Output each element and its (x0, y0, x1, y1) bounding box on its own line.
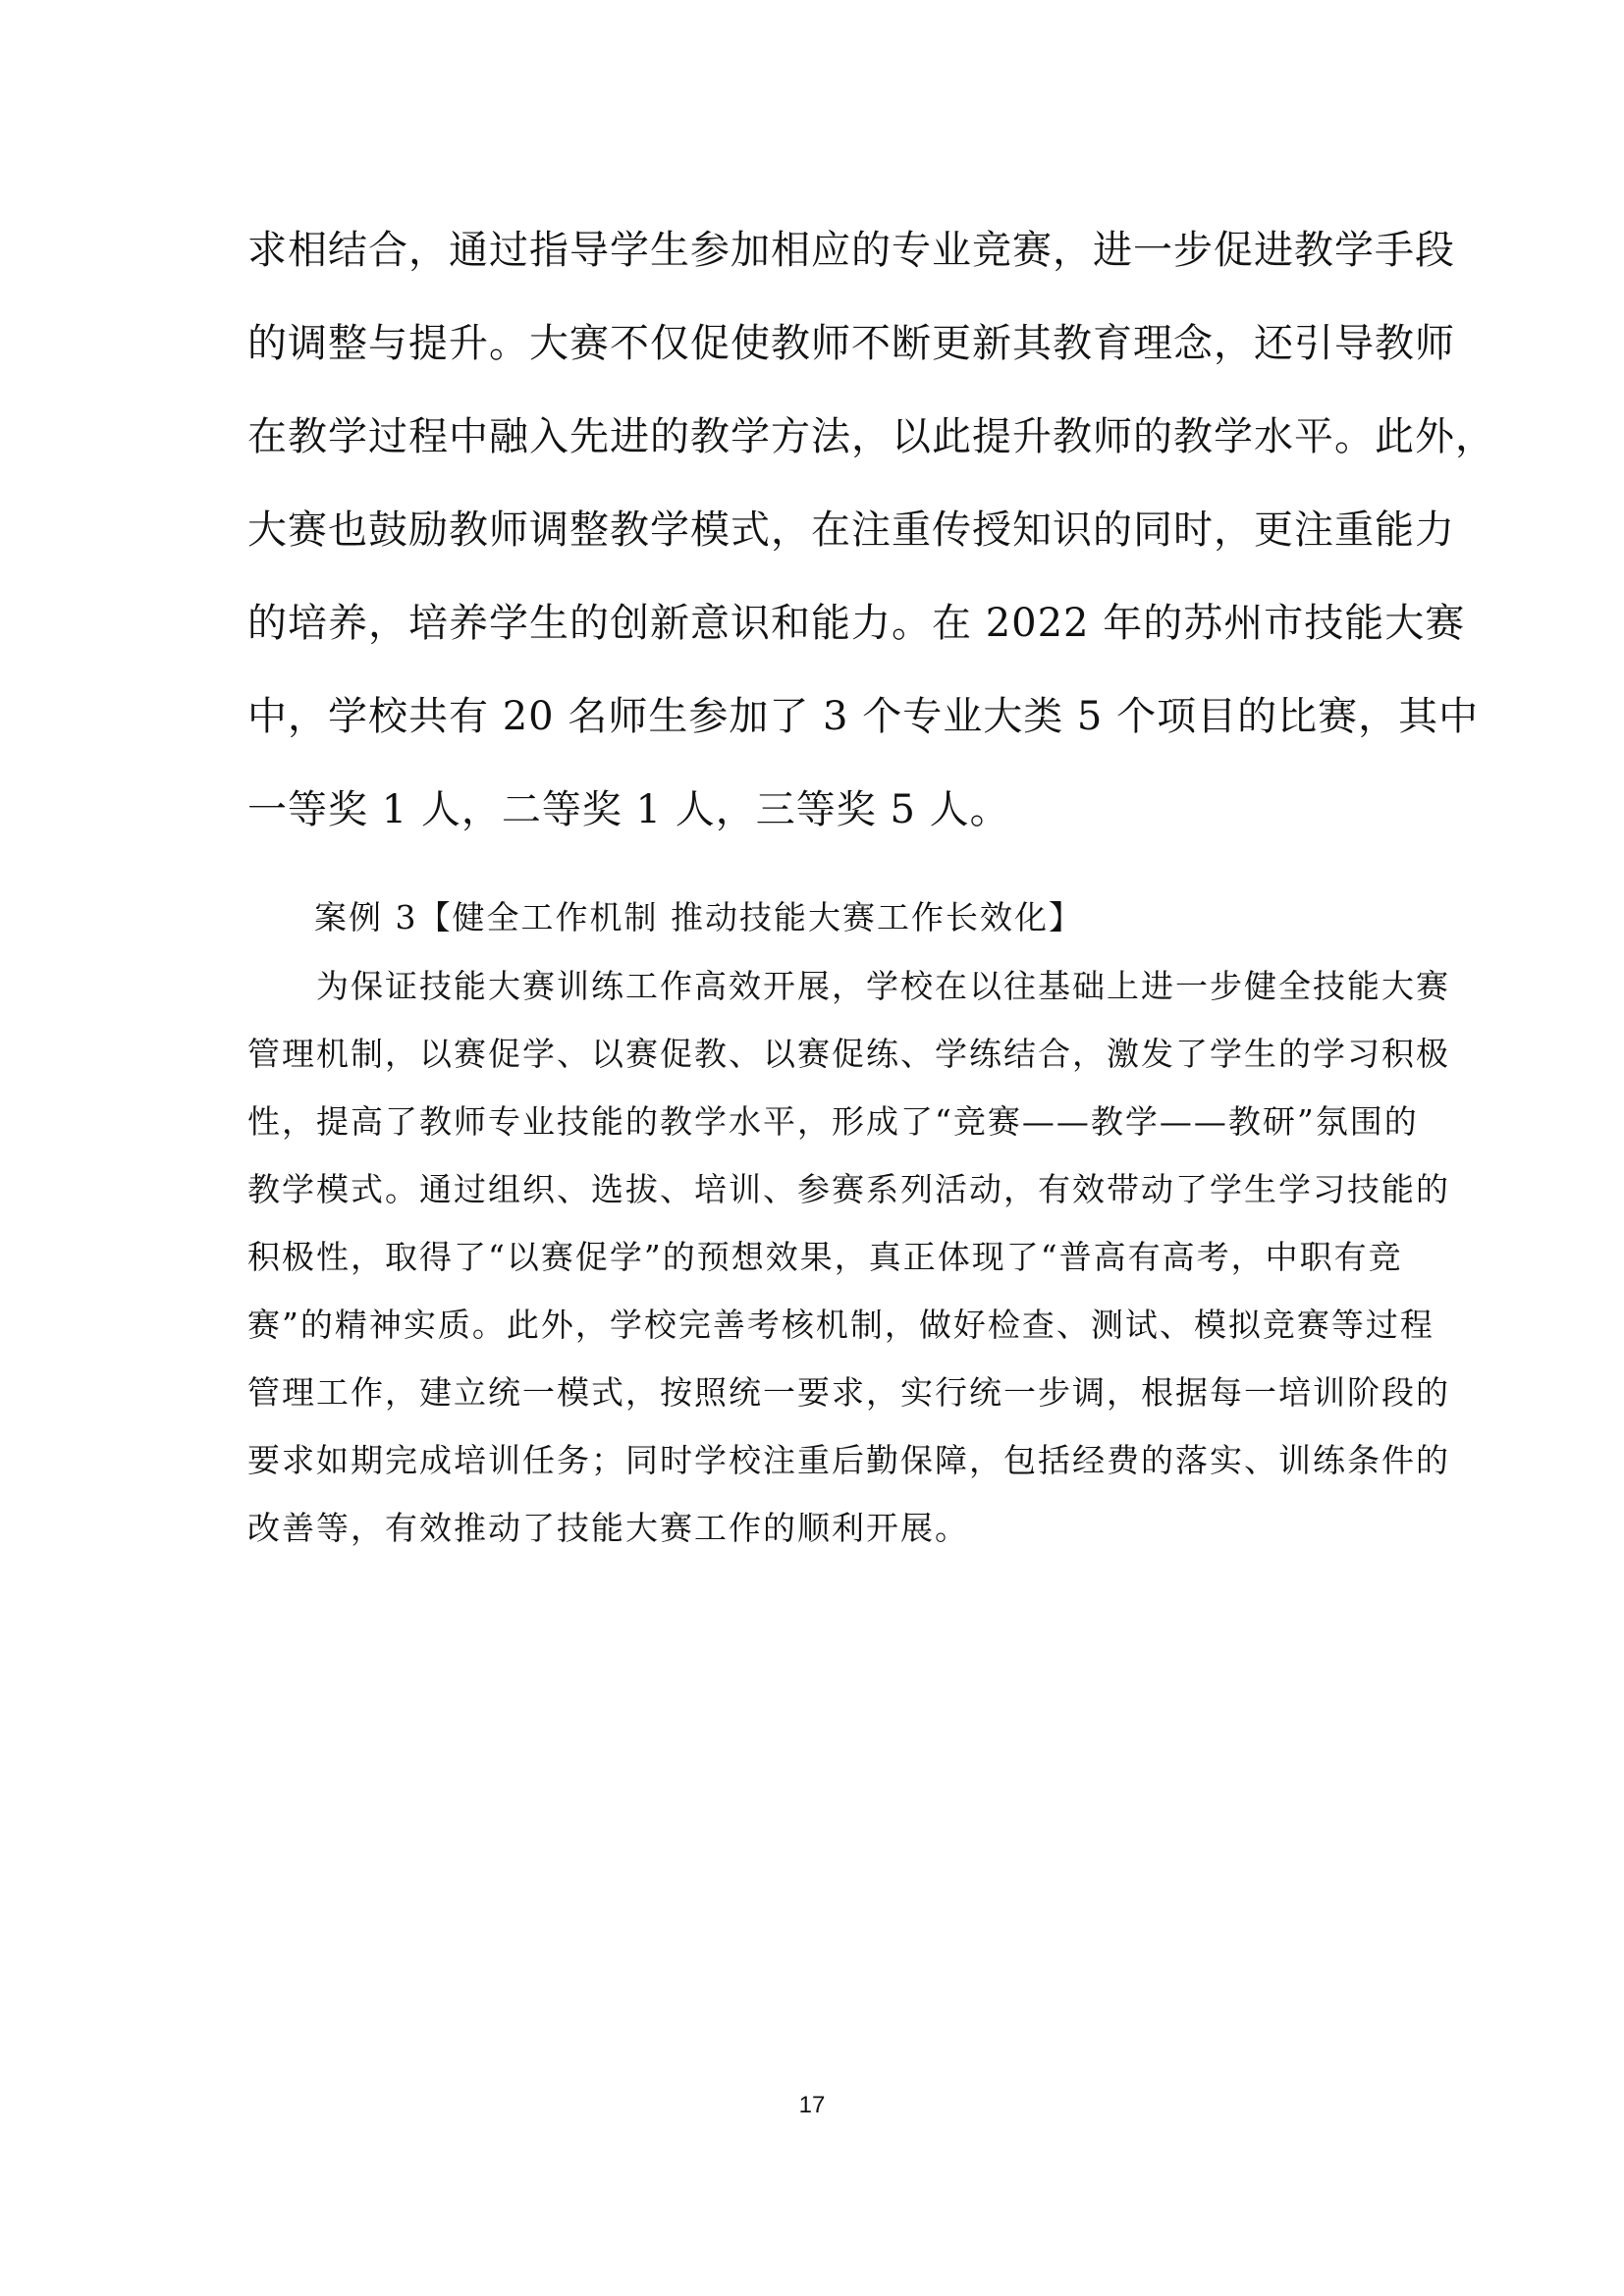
case-line: 积极性，取得了“以赛促学”的预想效果，真正体现了“普高有高考，中职有竞 (247, 1238, 1403, 1276)
case-line: 赛”的精神实质。此外，学校完善考核机制，做好检查、测试、模拟竞赛等过程 (247, 1306, 1435, 1344)
case-line: 为保证技能大赛训练工作高效开展，学校在以往基础上进一步健全技能大赛 (247, 967, 1450, 1005)
case-3-body-paragraph (247, 952, 1450, 1562)
case-line: 要求如期完成培训任务；同时学校注重后勤保障，包括经费的落实、训练条件的 (247, 1441, 1450, 1479)
body-paragraph-competition-results (247, 204, 1495, 857)
paragraph-line: 中，学校共有 20 名师生参加了 3 个专业大类 5 个项目的比赛，其中 (247, 694, 1480, 739)
page-number: 17 (798, 2092, 826, 2118)
paragraph-line: 在教学过程中融入先进的教学方法，以此提升教师的教学水平。此外， (247, 414, 1495, 459)
paragraph-line: 大赛也鼓励教师调整教学模式，在注重传授知识的同时，更注重能力 (247, 507, 1455, 553)
paragraph-line: 一等奖 1 人，二等奖 1 人，三等奖 5 人。 (247, 787, 1010, 832)
case-line: 管理机制，以赛促学、以赛促教、以赛促练、学练结合，激发了学生的学习积极 (247, 1035, 1450, 1073)
case-line: 管理工作，建立统一模式，按照统一要求，实行统一步调，根据每一培训阶段的 (247, 1373, 1450, 1412)
paragraph-line: 的调整与提升。大赛不仅促使教师不断更新其教育理念，还引导教师 (247, 321, 1455, 366)
case-line: 教学模式。通过组织、选拔、培训、参赛系列活动，有效带动了学生学习技能的 (247, 1170, 1450, 1208)
case-3-heading: 案例 3【健全工作机制 推动技能大赛工作长效化】 (314, 898, 1083, 936)
case-line: 改善等，有效推动了技能大赛工作的顺利开展。 (247, 1509, 969, 1547)
case-line: 性，提高了教师专业技能的教学水平，形成了“竞赛——教学——教研”氛围的 (247, 1102, 1419, 1141)
paragraph-line: 求相结合，通过指导学生参加相应的专业竞赛，进一步促进教学手段 (247, 228, 1455, 273)
paragraph-line: 的培养，培养学生的创新意识和能力。在 2022 年的苏州市技能大赛 (247, 601, 1466, 646)
